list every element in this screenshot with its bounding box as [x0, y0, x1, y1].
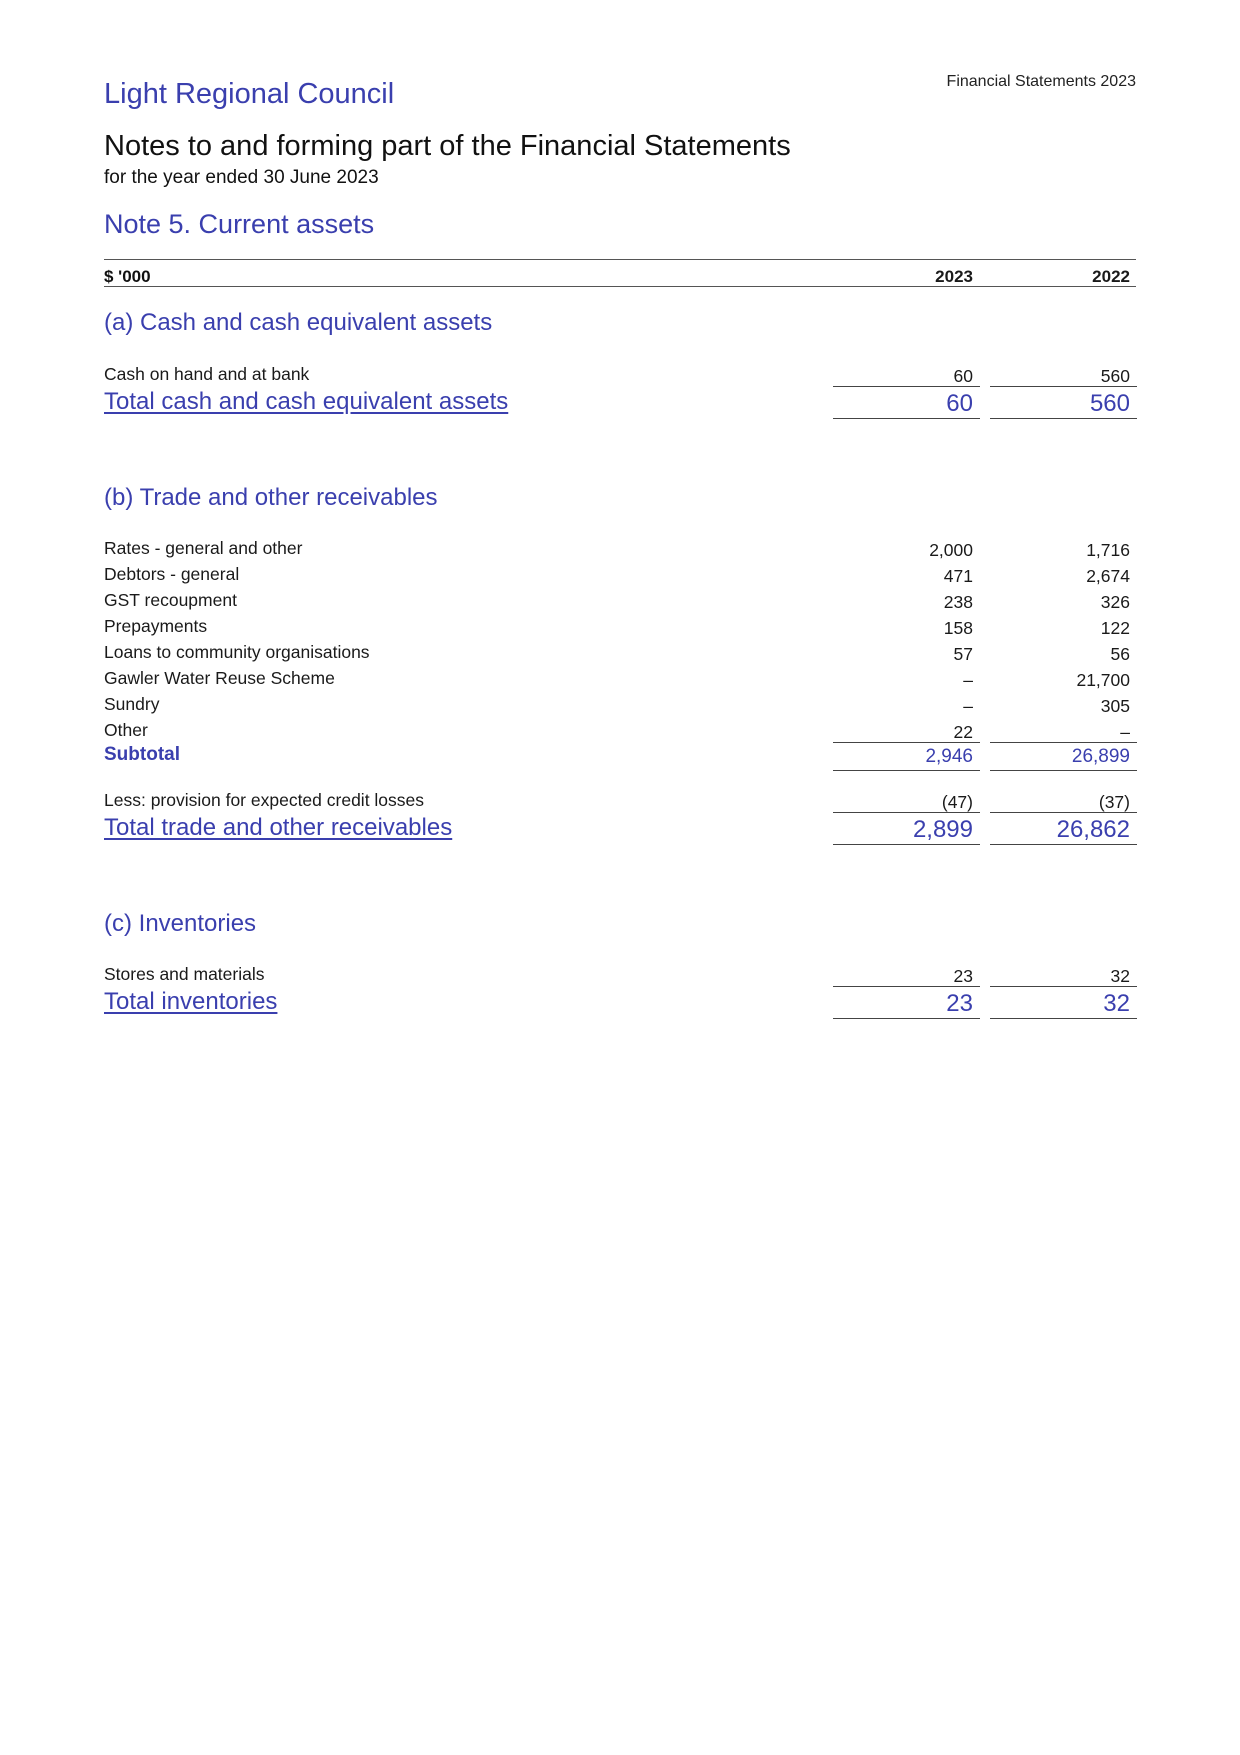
year-2022-header: 2022 — [1092, 267, 1130, 286]
header-bottom-rule — [104, 286, 1136, 287]
receivable-row-2023: 238 — [943, 592, 973, 612]
section-b-title: (b) Trade and other receivables — [104, 484, 438, 511]
cash-row-2023: 60 — [953, 366, 973, 386]
total-inventories-underline-2022 — [990, 1018, 1137, 1019]
cash-row-label: Cash on hand and at bank — [104, 364, 310, 384]
cash-underline-2023 — [833, 386, 980, 387]
receivable-row-label: Sundry — [104, 694, 160, 714]
page-subtitle: for the year ended 30 June 2023 — [104, 167, 379, 188]
other-underline-2022 — [990, 742, 1137, 743]
receivable-row-2022: 122 — [1100, 618, 1130, 638]
receivable-row-2023: 57 — [953, 644, 973, 664]
receivable-row-label: Gawler Water Reuse Scheme — [104, 668, 335, 688]
total-cash-2023: 60 — [946, 390, 973, 417]
subtotal-underline-2023 — [833, 770, 980, 771]
total-receivables-2022: 26,862 — [1056, 816, 1130, 843]
total-receivables-underline-2023 — [833, 844, 980, 845]
receivable-row-2023: 22 — [953, 722, 973, 742]
total-inventories-2022: 32 — [1103, 990, 1130, 1017]
receivable-row-2022: – — [1120, 722, 1130, 742]
stores-row-2023: 23 — [953, 966, 973, 986]
stores-underline-2023 — [833, 986, 980, 987]
receivable-row-label: GST recoupment — [104, 590, 237, 610]
receivable-row-2023: 158 — [943, 618, 973, 638]
total-cash-label: Total cash and cash equivalent assets — [104, 388, 509, 415]
total-inventories-underline-2023 — [833, 1018, 980, 1019]
receivable-row-2022: 305 — [1100, 696, 1130, 716]
organisation-name: Light Regional Council — [104, 78, 395, 110]
receivable-row-label: Other — [104, 720, 148, 740]
receivable-row-label: Rates - general and other — [104, 538, 303, 558]
header-top-rule — [104, 259, 1136, 260]
subtotal-2022: 26,899 — [1071, 746, 1130, 767]
total-inventories-2023: 23 — [946, 990, 973, 1017]
receivable-row-2023: – — [963, 670, 973, 690]
total-receivables-underline-2022 — [990, 844, 1137, 845]
receivable-row-2022: 56 — [1110, 644, 1130, 664]
receivable-row-2023: 2,000 — [929, 540, 973, 560]
total-cash-underline-2022 — [990, 418, 1137, 419]
receivable-row-2022: 21,700 — [1076, 670, 1130, 690]
total-cash-underline-2023 — [833, 418, 980, 419]
receivable-row-2022: 2,674 — [1086, 566, 1130, 586]
receivable-row-2022: 1,716 — [1086, 540, 1130, 560]
total-inventories-label: Total inventories — [104, 988, 278, 1015]
total-cash-2022: 560 — [1089, 390, 1130, 417]
unit-header: $ '000 — [104, 267, 151, 286]
receivable-row-2023: – — [963, 696, 973, 716]
document-label: Financial Statements 2023 — [946, 73, 1136, 90]
receivable-row-2023: 471 — [943, 566, 973, 586]
note-title: Note 5. Current assets — [104, 209, 375, 239]
stores-row-2022: 32 — [1110, 966, 1130, 986]
receivable-row-label: Prepayments — [104, 616, 208, 636]
total-receivables-2023: 2,899 — [912, 816, 973, 843]
total-receivables-label: Total trade and other receivables — [104, 814, 453, 841]
other-underline-2023 — [833, 742, 980, 743]
provision-label: Less: provision for expected credit losses — [104, 790, 425, 810]
subtotal-2023: 2,946 — [925, 746, 973, 767]
cash-underline-2022 — [990, 386, 1137, 387]
receivable-row-label: Loans to community organisations — [104, 642, 370, 662]
provision-underline-2023 — [833, 812, 980, 813]
stores-underline-2022 — [990, 986, 1137, 987]
provision-2023: (47) — [941, 792, 973, 812]
cash-row-2022: 560 — [1100, 366, 1130, 386]
receivable-row-2022: 326 — [1100, 592, 1130, 612]
stores-row-label: Stores and materials — [104, 964, 265, 984]
section-a-title: (a) Cash and cash equivalent assets — [104, 309, 493, 336]
provision-2022: (37) — [1098, 792, 1130, 812]
provision-underline-2022 — [990, 812, 1137, 813]
subtotal-label: Subtotal — [104, 744, 180, 765]
page-title: Notes to and forming part of the Financial Statements — [104, 130, 791, 162]
year-2023-header: 2023 — [935, 267, 973, 286]
section-c-title: (c) Inventories — [104, 910, 257, 937]
receivable-row-label: Debtors - general — [104, 564, 240, 584]
subtotal-underline-2022 — [990, 770, 1137, 771]
